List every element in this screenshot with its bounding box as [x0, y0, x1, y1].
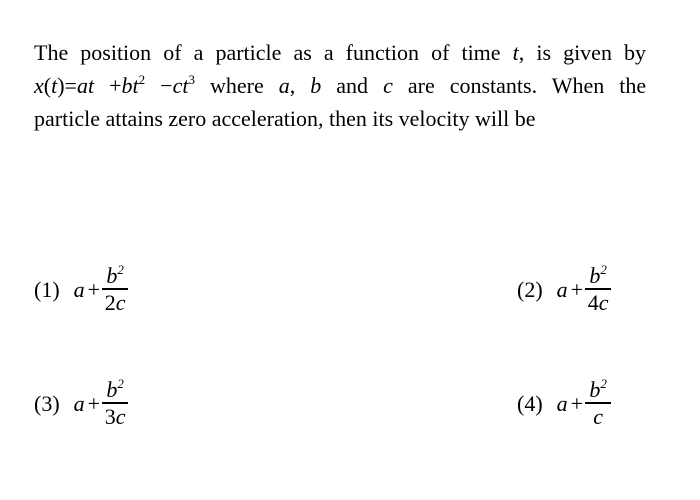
variable-b: b	[310, 73, 322, 98]
question-text-part: where	[210, 73, 264, 98]
fraction-denominator	[103, 404, 128, 430]
variable-t: t	[512, 40, 519, 65]
variable-b: b	[106, 377, 118, 402]
question-line-2	[34, 69, 646, 102]
fraction	[102, 264, 128, 316]
question-text-part: The position of a particle as a function of time	[34, 40, 501, 65]
option-number: (4)	[517, 390, 543, 416]
variable-a: a	[76, 73, 88, 98]
variable-c: c	[383, 73, 393, 98]
exponent: 2	[117, 376, 124, 391]
option-number: (2)	[517, 276, 543, 302]
question-line-1	[34, 36, 646, 69]
exponent: 3	[188, 72, 195, 87]
variable-c: c	[172, 73, 183, 98]
variable-c: c	[115, 403, 126, 429]
fraction-denominator	[591, 404, 605, 430]
question-text-part: , is given by	[518, 40, 647, 65]
variable-c: c	[115, 289, 126, 315]
fraction-numerator	[104, 378, 126, 402]
exponent: 2	[600, 376, 607, 391]
fraction-denominator	[586, 290, 611, 316]
option-2[interactable]	[517, 264, 611, 316]
variable-t: t	[132, 73, 139, 98]
variable-t: t	[87, 73, 95, 98]
variable-b: b	[589, 263, 601, 288]
option-4[interactable]	[517, 378, 611, 430]
variable-a: a	[278, 73, 290, 98]
equation: $x(t)=at +bt^2 -ct^3$	[34, 72, 195, 98]
plus-sign: +	[570, 276, 584, 302]
coefficient: 4	[587, 289, 599, 315]
variable-t: t	[182, 73, 189, 98]
variable-c: c	[593, 403, 603, 429]
coefficient: 2	[104, 289, 116, 315]
variable-a: a	[73, 390, 85, 416]
question-text-part: ,	[289, 73, 296, 98]
minus-sign: −	[160, 73, 173, 98]
plus-sign: +	[87, 390, 101, 416]
fraction-denominator	[103, 290, 128, 316]
question-text-part: are constants. When the	[407, 73, 647, 98]
question-line-3: particle attains zero acceleration, then its velocity will be	[34, 106, 536, 131]
variable-b: b	[589, 377, 601, 402]
fraction	[585, 264, 611, 316]
fraction-numerator	[587, 264, 609, 288]
equals-sign: =	[64, 73, 77, 98]
coefficient: 3	[104, 403, 116, 429]
question-text	[34, 36, 646, 135]
option-number: (3)	[34, 390, 60, 416]
fraction	[585, 378, 611, 430]
function-x: x	[34, 73, 44, 98]
exponent: 2	[138, 72, 146, 87]
option-number: (1)	[34, 276, 60, 302]
variable-a: a	[73, 276, 85, 302]
exponent: 2	[600, 262, 607, 277]
plus-sign: +	[570, 390, 584, 416]
fraction-numerator	[104, 264, 126, 288]
fraction	[102, 378, 128, 430]
fraction-numerator	[587, 378, 609, 402]
exponent: 2	[117, 262, 124, 277]
plus-sign: +	[87, 276, 101, 302]
variable-a: a	[556, 390, 568, 416]
option-3[interactable]	[34, 378, 128, 430]
variable-t: t	[51, 73, 58, 98]
variable-c: c	[598, 289, 609, 315]
variable-b: b	[106, 263, 118, 288]
variable-a: a	[556, 276, 568, 302]
option-1[interactable]	[34, 264, 128, 316]
question-text-part: and	[336, 73, 369, 98]
variable-b: b	[121, 73, 133, 98]
plus-sign: +	[109, 73, 122, 98]
